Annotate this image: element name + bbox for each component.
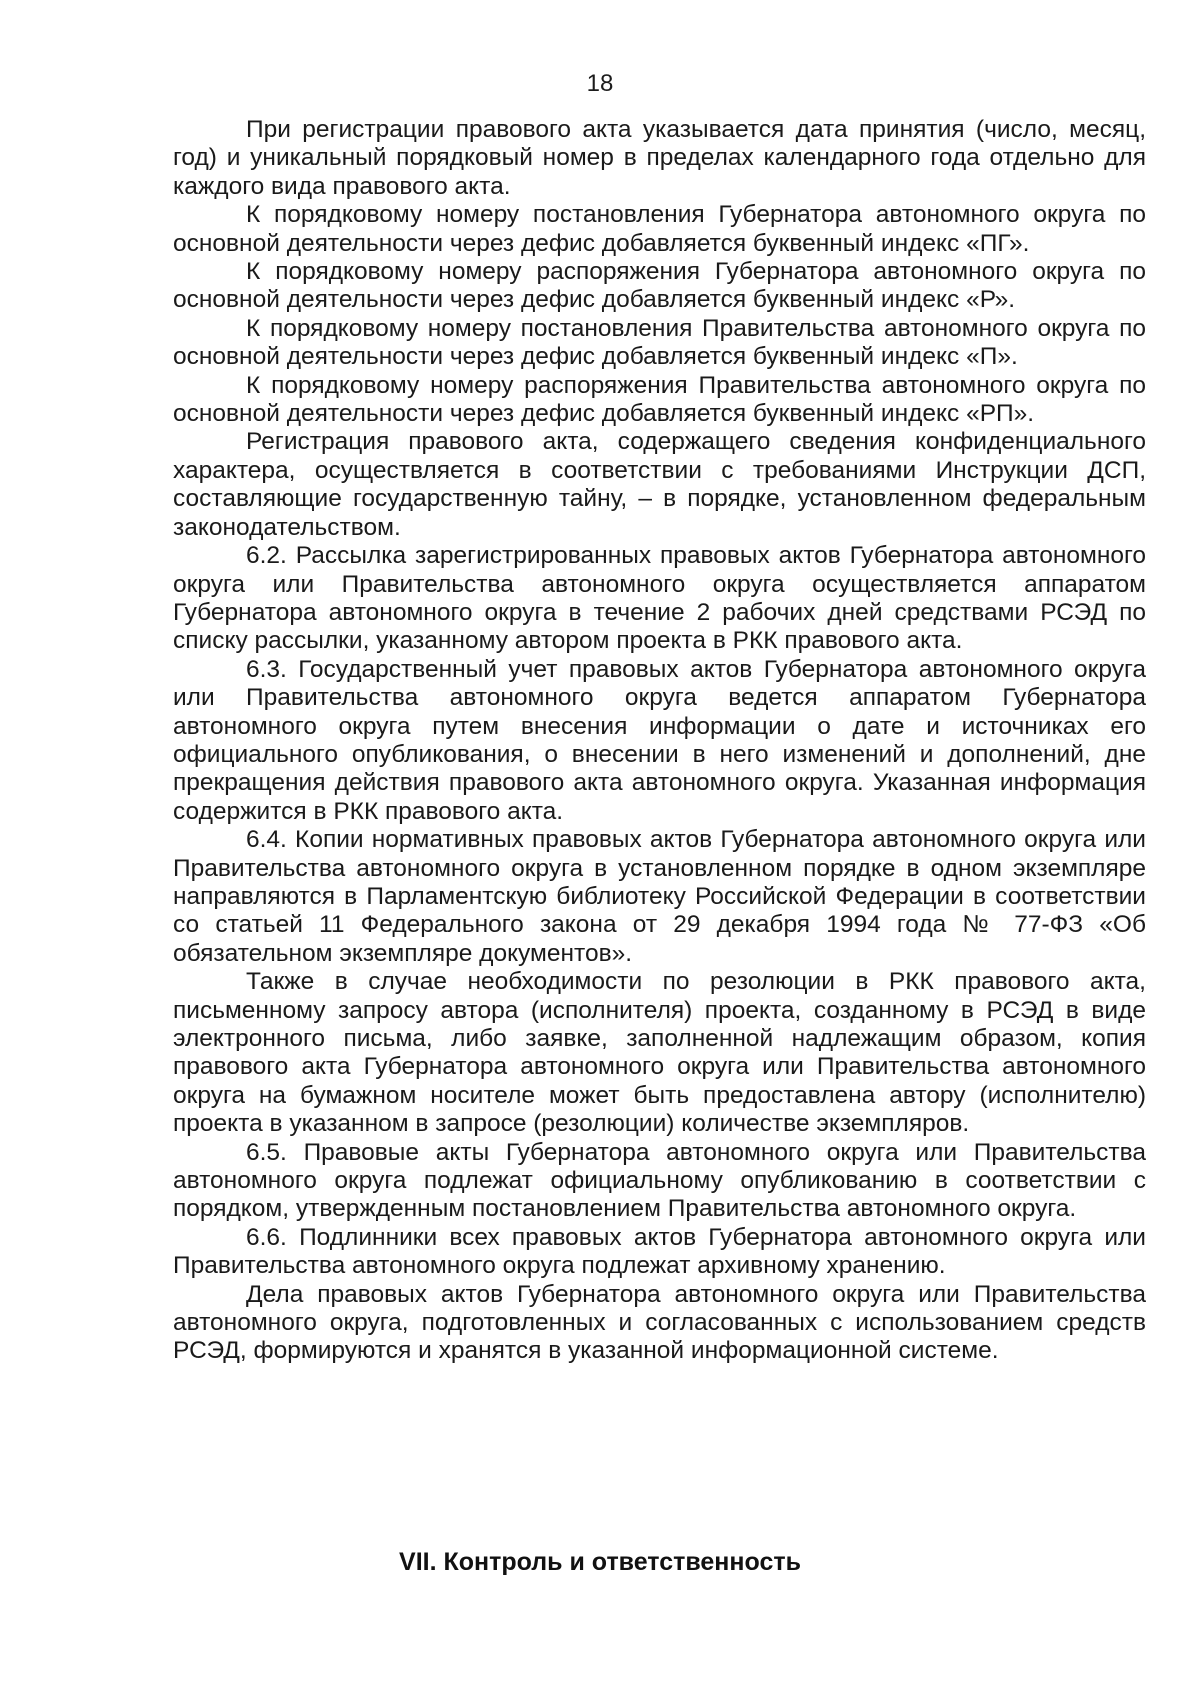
paragraph-cases: Дела правовых актов Губернатора автономного округа или Правительства автономного округа, подготовленных и согласованных с использованием средств РСЭД, формируются и хранятся в указанной информационной системе. <box>173 1280 1146 1365</box>
paragraph-registration-date: При регистрации правового акта указывается дата принятия (число, месяц, год) и уникальный порядковый номер в пределах календарного года отдельно для каждого вида правового акта. <box>173 116 1146 200</box>
paragraph-6-3: 6.3. Государственный учет правовых актов Губернатора автономного округа или Правительства автономного округа ведется аппаратом Губернатора автономного округа путем внесения информации о дате и источниках его официального опубликования, о внесении в него изменений и дополнений, дне прекращения действия правового акта автономного округа. Указанная информация содержится в РКК правового акта. <box>173 655 1146 825</box>
paragraph-6-2: 6.2. Рассылка зарегистрированных правовых актов Губернатора автономного округа или Правительства автономного округа осуществляется аппаратом Губернатора автономного округа в течение 2 рабочих дней средствами РСЭД по списку рассылки, указанному автором проекта в РКК правового акта. <box>173 542 1146 655</box>
document-body <box>173 116 1146 1366</box>
paragraph-index-r: К порядковому номеру распоряжения Губернатора автономного округа по основной деятельности через дефис добавляется буквенный индекс «Р». <box>173 258 1146 314</box>
paragraph-6-5: 6.5. Правовые акты Губернатора автономного округа или Правительства автономного округа подлежат официальному опубликованию в соответствии с порядком, утвержденным постановлением Правительства автономного округа. <box>173 1138 1146 1223</box>
paragraph-6-6: 6.6. Подлинники всех правовых актов Губернатора автономного округа или Правительства автономного округа подлежат архивному хранению. <box>173 1223 1146 1280</box>
section-heading: VII. Контроль и ответственность <box>399 1548 801 1576</box>
paragraph-copies: Также в случае необходимости по резолюции в РКК правового акта, письменному запросу автора (исполнителя) проекта, созданному в РСЭД в виде электронного письма, либо заявке, заполненной надлежащим образом, копия правового акта Губернатора автономного округа или Правительства автономного округа на бумажном носителе может быть предоставлена автору (исполнителю) проекта в указанном в запросе (резолюции) количестве экземпляров. <box>173 968 1146 1138</box>
paragraph-index-p: К порядковому номеру постановления Правительства автономного округа по основной деятельности через дефис добавляется буквенный индекс «П». <box>173 314 1146 371</box>
paragraph-confidential: Регистрация правового акта, содержащего сведения конфиденциального характера, осуществляется в соответствии с требованиями Инструкции ДСП, составляющие государственную тайну, – в порядке, установленном федеральным законодательством. <box>173 428 1146 541</box>
paragraph-index-pg: К порядковому номеру постановления Губернатора автономного округа по основной деятельности через дефис добавляется буквенный индекс «ПГ». <box>173 201 1146 257</box>
page-number: 18 <box>586 70 614 97</box>
paragraph-index-rp: К порядковому номеру распоряжения Правительства автономного округа по основной деятельности через дефис добавляется буквенный индекс «РП». <box>173 371 1146 428</box>
paragraph-6-4: 6.4. Копии нормативных правовых актов Губернатора автономного округа или Правительства автономного округа в установленном порядке в одном экземпляре направляются в Парламентскую библиотеку Российской Федерации в соответствии со статьей 11 Федерального закона от 29 декабря 1994 года № 77-ФЗ «Об обязательном экземпляре документов». <box>173 826 1146 967</box>
